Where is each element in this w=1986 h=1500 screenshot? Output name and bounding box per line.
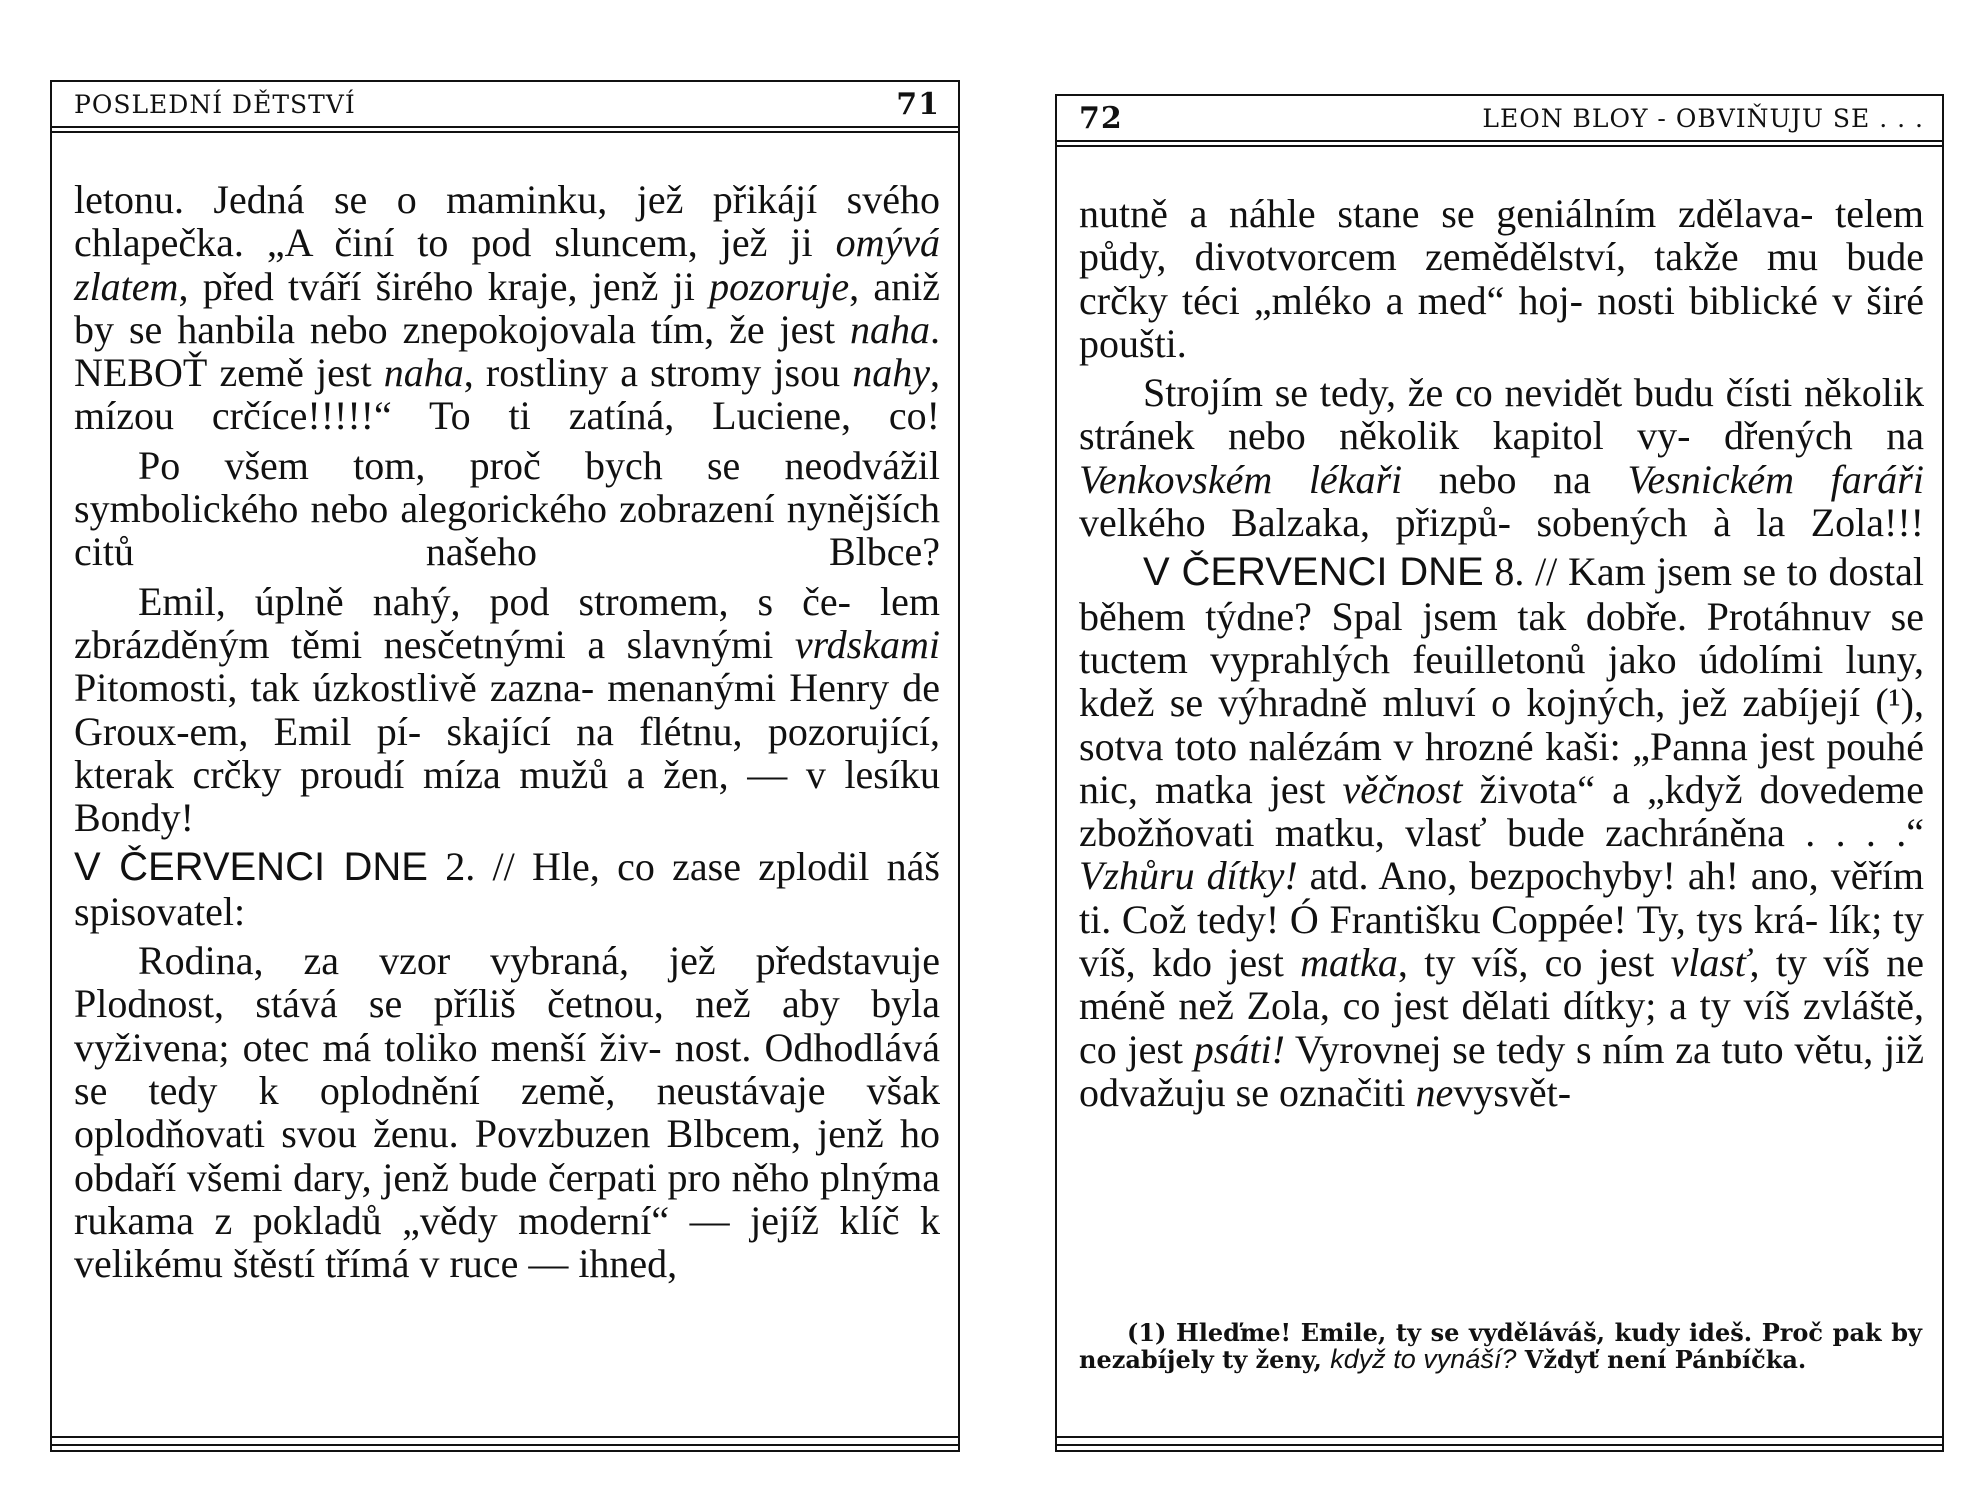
right-header-title: LEON BLOY - OBVIŇUJU SE . . . [1482, 103, 1924, 133]
left-paragraph-5: Rodina, za vzor vybraná, jež představuje Plodnost, stává se příliš četnou, než aby byla vyživena; otec má toliko menší živ‐ nost. Odhodlává se tedy k oplodnění země, neustávaje však oplodňovati svou ženu. Povzbuzen Blbcem, jenž ho obdaří všemi dary, jenž bude čerpati pro něho plnýma rukama z pokladů „vědy moderní“ — jejíž klíč k velikému štěstí třímá v ruce — ihned, [74, 938, 940, 1287]
right-page-number: 72 [1079, 100, 1123, 136]
right-paragraph-2: Strojím se tedy, že co nevidět budu čísti několik stránek nebo několik kapitol vy‐ dřených na Venkovském lékaři nebo na Vesnickém faráři velkého Balzaka, přizpů‐ sobených à la Zola!!! [1079, 370, 1924, 546]
dateline-label: V ČERVENCI DNE [1143, 550, 1484, 595]
left-header-rule [52, 126, 958, 133]
right-header-rule [1057, 140, 1942, 147]
left-paragraph-2: Po všem tom, proč bych se neodvážil symbolického nebo alegorického zobrazení nynějších citů našeho Blbce? [74, 442, 940, 575]
dateline-label: V ČERVENCI DNE [74, 845, 428, 890]
right-paragraph-1: nutně a náhle stane se geniálním zdělava‐ telem půdy, divotvorcem zemědělství, takže mu bude crčky téci „mléko a med“ hoj‐ nosti biblické v širé poušti. [1079, 191, 1924, 366]
right-body-text [1079, 192, 1924, 1114]
left-bottom-rule [52, 1436, 958, 1450]
left-paragraph-1: letonu. Jedná se o maminku, jež přikájí svého chlapečka. „A činí to pod sluncem, jež ji omývá zlatem, před tváří širého kraje, jenž ji pozoruje, aniž by se hanbila nebo znepokojovala tím, že jest naha. NEBOŤ země jest naha, rostliny a stromy jsou nahy, mízou crčíce!!!!!“ To ti zatíná, Luciene, co! [74, 177, 941, 439]
right-running-header [1057, 96, 1942, 140]
left-page-number: 71 [896, 86, 940, 122]
left-running-header [52, 82, 958, 126]
left-body-text [74, 178, 940, 1285]
right-dateline-paragraph: V ČERVENCI DNE 8. // Kam jsem se to dostal během týdne? Spal jsem tak dobře. Protáhnuv se tuctem vyprahlých feuilletonů jako údolími luny, kdež se výhradně mluví o kojných, jež zabíjejí (¹), sotva toto nalézám v hrozné kaši: „Panna jest pouhé nic, matka jest věčnost života“ a „když dovedeme zbožňovati matku, vlasť bude zachráněna . . . .“ Vzhůru dítky! atd. Ano, bezpochyby! ah! ano, věřím ti. Což tedy! Ó Františku Coppée! Ty, tys krá‐ lík; ty víš, kdo jest matka, ty víš, co jest vlasť, ty víš ne méně než Zola, co jest dělati dítky; a ty víš zvláště, co jest psáti! Vyrovnej se tedy s ním za tuto větu, již odvažuju se označiti nevysvět‐ [1079, 549, 1925, 1115]
left-page [50, 80, 960, 1452]
left-header-title: POSLEDNÍ DĚTSTVÍ [74, 89, 356, 119]
left-paragraph-3: Emil, úplně nahý, pod stromem, s če‐ lem zbrázděným těmi nesčetnými a slavnými vrdskami Pitomosti, tak úzkostlivě zazna‐ menanými Henry de Groux‐em, Emil pí‐ skající na flétnu, pozorující, kterak crčky proudí míza mužů a žen, — v lesíku Bondy! [74, 578, 940, 841]
right-bottom-rule [1057, 1436, 1942, 1450]
right-page [1055, 94, 1944, 1452]
footnote: (1) Hleďme! Emile, ty se vyděláváš, kudy ideš. Proč pak by nezabíjely ty ženy, když to vynáší? Vždyť není Pánbíčka. [1079, 1318, 1922, 1374]
left-dateline-paragraph: V ČERVENCI DNE 2. // Hle, co zase zplodil náš spisovatel: [74, 844, 940, 934]
